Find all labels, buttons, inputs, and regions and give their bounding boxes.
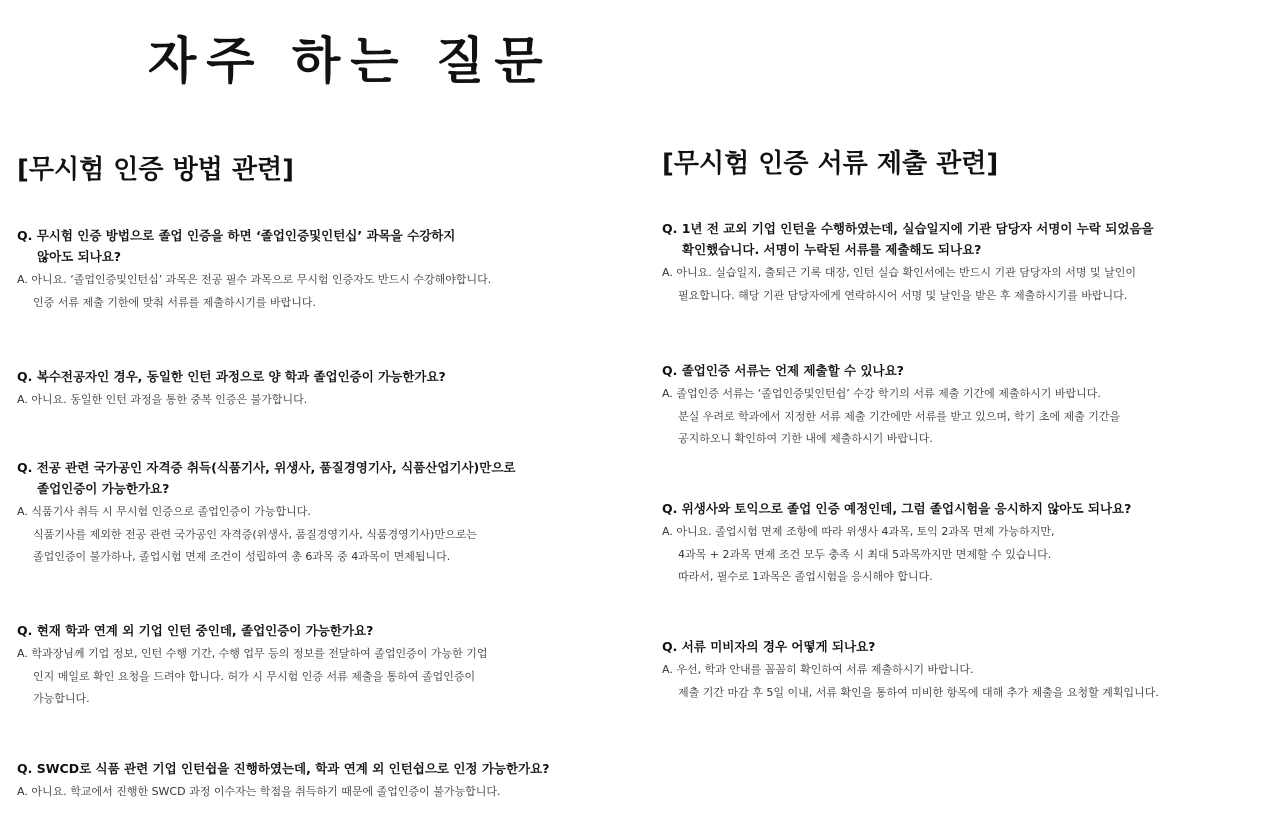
faq-question: Q. 현재 학과 연계 외 기업 인턴 중인데, 졸업인증이 가능한가요? bbox=[17, 623, 374, 638]
section-heading: [무시험 인증 방법 관련] bbox=[17, 155, 294, 185]
faq-item bbox=[662, 360, 1257, 451]
faq-answer: A. 아니요. 실습일지, 출퇴근 기록 대장, 인턴 실습 확인서에는 반드시 기관 담당자의 서명 및 날인이 필요합니다. 해당 기관 담당자에게 연락하시어 서명 및 날인을 받은 후 제출하시기를 바랍니다. bbox=[662, 266, 1137, 302]
faq-answer: A. 아니요. 학교에서 진행한 SWCD 과정 이수자는 학점을 취득하기 때문에 졸업인증이 불가능합니다. bbox=[17, 785, 501, 798]
faq-answer: A. 우선, 학과 안내를 꼼꼼히 확인하여 서류 제출하시기 바랍니다. 제출 기간 마감 후 5일 이내, 서류 확인을 통하여 미비한 항목에 대해 추가 제출을 요청할 계획입니다. bbox=[662, 663, 1159, 699]
faq-item bbox=[17, 366, 627, 412]
faq-answer: A. 아니요. 동일한 인턴 과정을 통한 중복 인증은 불가합니다. bbox=[17, 393, 308, 406]
faq-question: Q. 위생사와 토익으로 졸업 인증 예정인데, 그럼 졸업시험을 응시하지 않아도 되나요? bbox=[662, 501, 1132, 516]
faq-question: Q. 1년 전 교외 기업 인턴을 수행하였는데, 실습일지에 기관 담당자 서명이 누락 되었음을 확인했습니다. 서명이 누락된 서류를 제출해도 되나요? bbox=[662, 221, 1154, 257]
faq-item bbox=[17, 457, 627, 569]
faq-item bbox=[17, 758, 627, 804]
faq-answer: A. 학과장님께 기업 정보, 인턴 수행 기간, 수행 업무 등의 정보를 전달하여 졸업인증이 가능한 기업 인지 메일로 확인 요청을 드려야 합니다. 허가 시 무시험 인증 서류 제출을 통하여 졸업인증이 가능합니다. bbox=[17, 647, 488, 705]
faq-answer: A. 식품기사 취득 시 무시험 인증으로 졸업인증이 가능합니다. 식품기사를 제외한 전공 관련 국가공인 자격증(위생사, 품질경영기사, 식품경영기사)만으로는 졸업인증이 불가하나, 졸업시험 면제 조건이 성립하여 총 6과목 중 4과목이 면제됩니다. bbox=[17, 505, 477, 563]
faq-answer: A. 아니요. 졸업시험 면제 조항에 따라 위생사 4과목, 토익 2과목 면제 가능하지만, 4과목 + 2과목 면제 조건 모두 충족 시 최대 5과목까지만 면제할 수 있습니다. 따라서, 필수로 1과목은 졸업시험을 응시해야 합니다. bbox=[662, 525, 1055, 583]
faq-item bbox=[17, 620, 627, 711]
faq-item bbox=[662, 218, 1257, 307]
faq-question: Q. 전공 관련 국가공인 자격증 취득(식품기사, 위생사, 품질경영기사, 식품산업기사)만으로 졸업인증이 가능한가요? bbox=[17, 460, 516, 496]
faq-item bbox=[662, 636, 1257, 704]
faq-question: Q. 무시험 인증 방법으로 졸업 인증을 하면 ‘졸업인증및인턴십’ 과목을 수강하지 않아도 되나요? bbox=[17, 228, 456, 264]
faq-question: Q. 서류 미비자의 경우 어떻게 되나요? bbox=[662, 639, 876, 654]
page-title: 자주 하는 질문 bbox=[148, 32, 553, 90]
section-heading: [무시험 인증 서류 제출 관련] bbox=[662, 149, 999, 179]
faq-question: Q. 졸업인증 서류는 언제 제출할 수 있나요? bbox=[662, 363, 904, 378]
faq-answer: A. 졸업인증 서류는 ‘졸업인증및인턴쉽’ 수강 학기의 서류 제출 기간에 제출하시기 바랍니다. 분실 우려로 학과에서 지정한 서류 제출 기간에만 서류를 받고 있으며, 학기 초에 제출 기간을 공지하오니 확인하여 기한 내에 제출하시기 바랍니다. bbox=[662, 387, 1121, 445]
faq-item bbox=[662, 498, 1257, 589]
faq-item bbox=[17, 225, 627, 314]
faq-question: Q. 복수전공자인 경우, 동일한 인턴 과정으로 양 학과 졸업인증이 가능한가요? bbox=[17, 369, 446, 384]
faq-question: Q. SWCD로 식품 관련 기업 인턴쉽을 진행하였는데, 학과 연계 외 인턴쉽으로 인정 가능한가요? bbox=[17, 761, 550, 776]
faq-answer: A. 아니요. ‘졸업인증및인턴십’ 과목은 전공 필수 과목으로 무시험 인증자도 반드시 수강해야합니다. 인증 서류 제출 기한에 맞춰 서류를 제출하시기를 바랍니다. bbox=[17, 273, 492, 309]
